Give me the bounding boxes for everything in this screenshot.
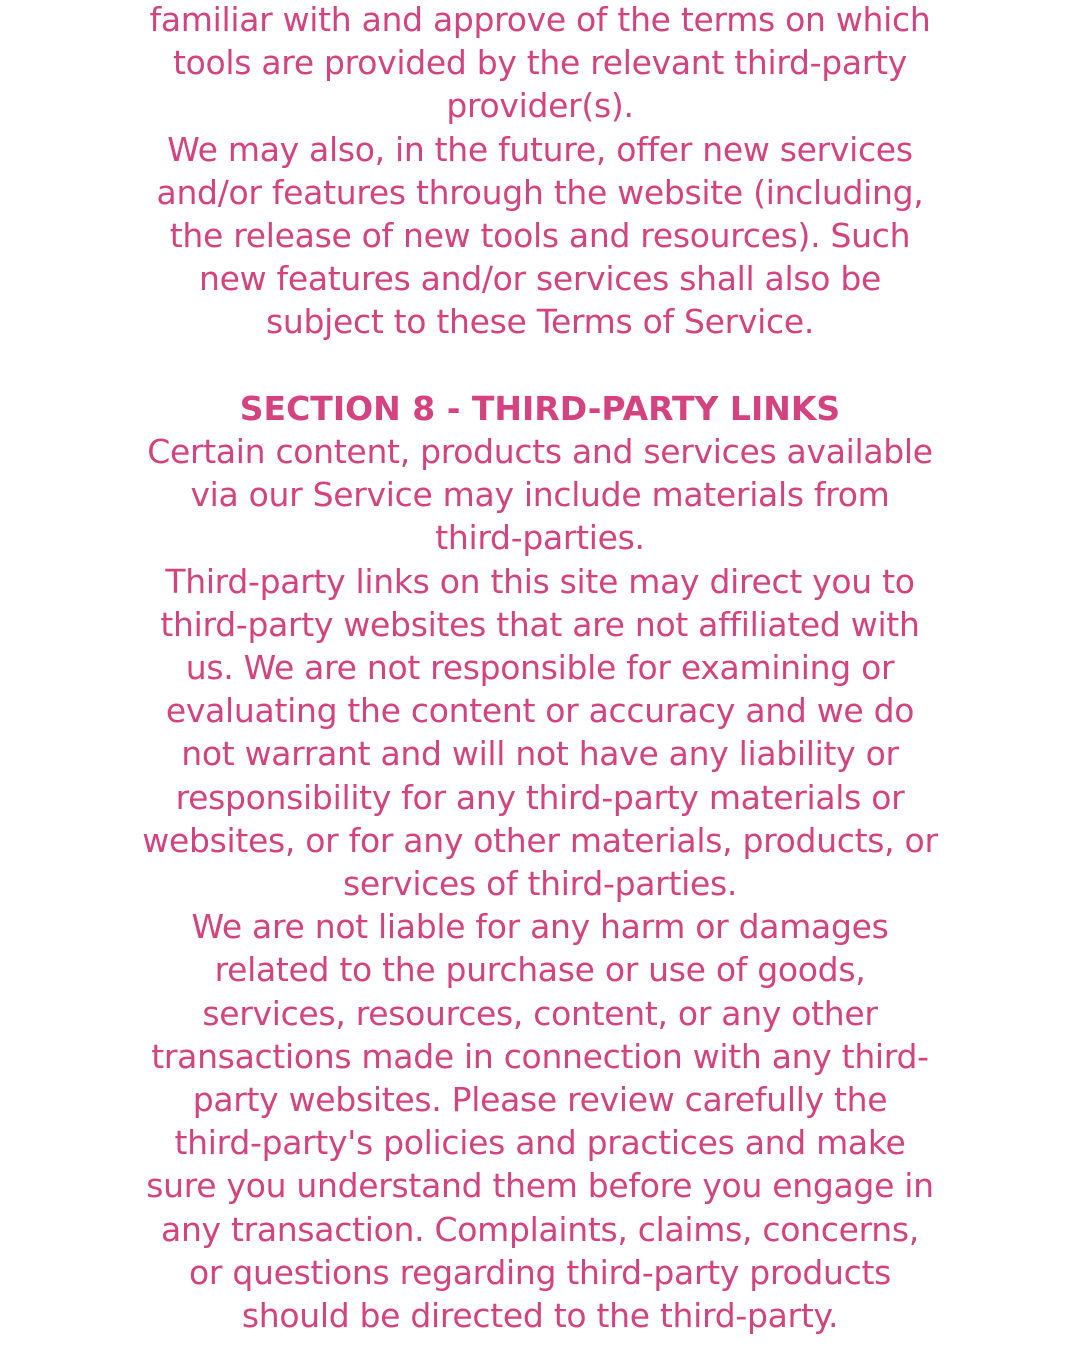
text-line: transactions made in connection with any third-	[151, 1036, 929, 1076]
text-line: services, resources, content, or any other	[202, 993, 878, 1033]
text-line: Third-party links on this site may direct you to	[165, 561, 915, 601]
intro-paragraph-2	[100, 128, 980, 344]
section-8-paragraph-3	[100, 905, 980, 1337]
text-line: third-party websites that are not affiliated with	[160, 604, 920, 644]
text-line: us. We are not responsible for examining or	[185, 648, 895, 688]
text-line: new features and/or services shall also be	[199, 259, 881, 299]
text-line: or questions regarding third-party products	[188, 1252, 892, 1292]
text-line: should be directed to the third-party.	[241, 1296, 839, 1336]
text-line: familiar with and approve of the terms on which	[149, 0, 931, 39]
text-line: responsibility for any third-party materials or	[175, 777, 905, 817]
paragraph-spacer	[100, 344, 980, 387]
section-8-heading	[100, 387, 980, 430]
text-line: and/or features through the website (including,	[156, 172, 924, 212]
text-line: services of third-parties.	[342, 864, 738, 904]
text-line: We are not liable for any harm or damages	[191, 907, 889, 947]
text-line: websites, or for any other materials, products, or	[142, 820, 938, 860]
text-line: any transaction. Complaints, claims, concerns,	[161, 1209, 919, 1249]
text-line: third-party's policies and practices and make	[174, 1123, 906, 1163]
text-line: not warrant and will not have any liability or	[181, 734, 899, 774]
text-line: the release of new tools and resources). Such	[169, 216, 911, 256]
text-line: tools are provided by the relevant third-party	[173, 43, 907, 83]
text-line: provider(s).	[446, 86, 634, 126]
text-line: party websites. Please review carefully the	[192, 1080, 888, 1120]
terms-text-block	[100, 0, 980, 1337]
section-8-paragraph-1	[100, 430, 980, 560]
text-line: sure you understand them before you engage in	[146, 1166, 934, 1206]
intro-paragraph-1	[100, 0, 980, 128]
section-8-paragraph-2	[100, 560, 980, 906]
text-line: evaluating the content or accuracy and we do	[165, 691, 915, 731]
text-line: via our Service may include materials from	[190, 475, 890, 515]
text-line: We may also, in the future, offer new services	[167, 129, 913, 169]
text-line: subject to these Terms of Service.	[265, 302, 815, 342]
text-line: Certain content, products and services available	[147, 432, 933, 472]
text-line: third-parties.	[435, 518, 645, 558]
text-line: related to the purchase or use of goods,	[214, 950, 866, 990]
section-heading-text: SECTION 8 - THIRD-PARTY LINKS	[239, 388, 841, 428]
